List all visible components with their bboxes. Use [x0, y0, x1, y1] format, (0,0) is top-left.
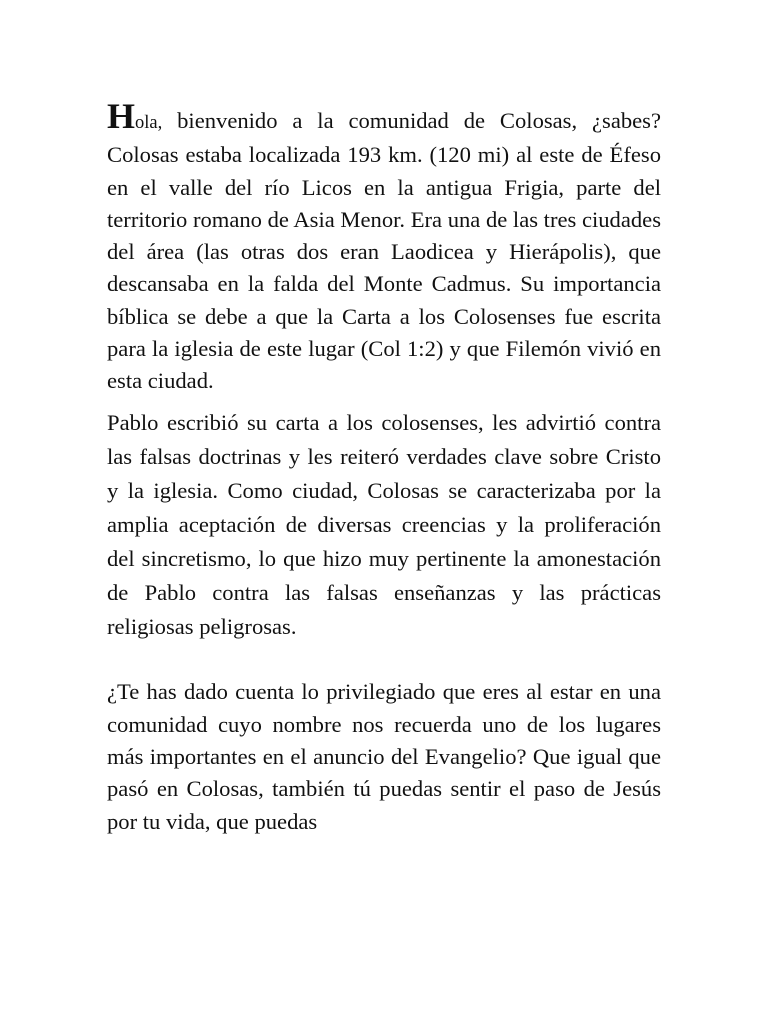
drop-initial: H — [107, 96, 136, 136]
paragraph-pablo: Pablo escribió su carta a los colosenses, les advirtió contra las falsas doctrinas y les reiteró verdades clave sobre Cristo y la iglesia. Como ciudad, Colosas se caracterizaba por la amplia aceptación de diversas creencias y la proliferación del sincretismo, lo que hizo muy pertinente la amonestación de Pablo contra las falsas enseñanzas y las prácticas religiosas peligrosas. — [107, 409, 661, 640]
paragraph-question: ¿Te has dado cuenta lo privilegiado que eres al estar en una comunidad cuyo nombre nos recuerda uno de los lugares más importantes en el anuncio del Evangelio? Que igual que pasó en Colosas, también tú puedas sentir el paso de Jesús por tu vida, que puedas — [107, 679, 661, 834]
initial-word-rest: ola, — [135, 113, 163, 133]
paragraph-intro — [107, 98, 661, 398]
document-page — [107, 98, 661, 838]
paragraph-intro-text: bienvenido a la comunidad de Colosas, ¿sabes? Colosas estaba localizada 193 km. (120 mi) al este de Éfeso en el valle del río Licos en la antigua Frigia, parte del territorio romano de Asia Menor. Era una de las tres ciudades del área (las otras dos eran Laodicea y Hierápolis), que descansaba en la falda del Monte Cadmus. Su importancia bíblica se debe a que la Carta a los Colosenses fue escrita para la iglesia de este lugar (Col 1:2) y que Filemón vivió en esta ciudad. — [107, 108, 661, 394]
